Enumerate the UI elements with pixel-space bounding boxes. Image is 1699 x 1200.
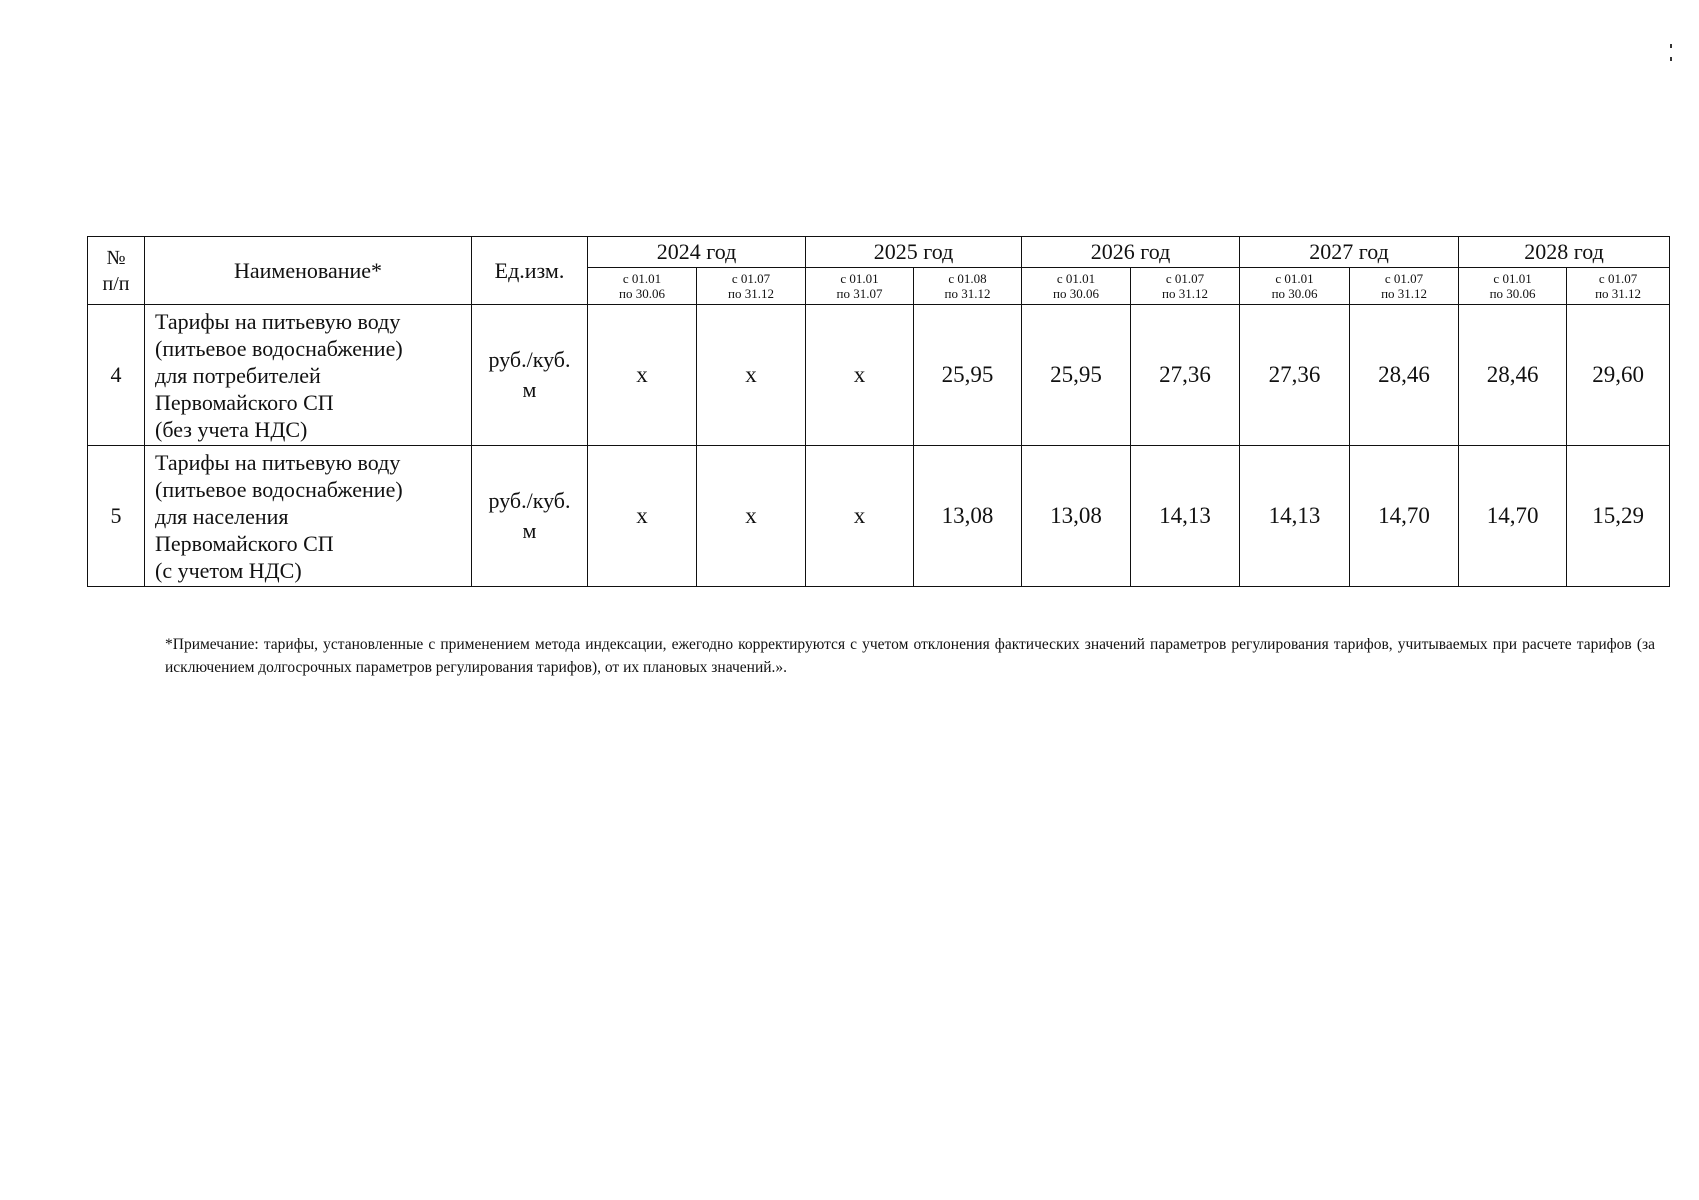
period-to: по 30.06	[619, 286, 665, 301]
header-period	[1240, 268, 1350, 305]
header-period	[806, 268, 914, 305]
header-year-2025: 2025 год	[806, 237, 1022, 268]
period-from: с 01.07	[731, 271, 771, 286]
header-period	[588, 268, 697, 305]
tariff-value: х	[588, 446, 697, 587]
row-number: 5	[88, 446, 145, 587]
header-number-abbr: п/п	[102, 272, 130, 295]
tariff-value: х	[697, 305, 806, 446]
period-to: по 30.06	[1053, 286, 1100, 301]
header-period	[1567, 268, 1670, 305]
tariff-value: 13,08	[914, 446, 1022, 587]
header-year-2027: 2027 год	[1240, 237, 1459, 268]
period-to: по 30.06	[1271, 286, 1318, 301]
tariff-value: 25,95	[914, 305, 1022, 446]
period-from: с 01.07	[1598, 271, 1638, 286]
tariff-value: 27,36	[1131, 305, 1240, 446]
page-edge-mark	[1670, 44, 1674, 70]
period-to: по 31.12	[1162, 286, 1209, 301]
period-from: с 01.01	[840, 271, 879, 286]
row-unit	[472, 305, 588, 446]
header-period	[914, 268, 1022, 305]
period-to: по 31.07	[836, 286, 883, 301]
tariff-value: 14,13	[1131, 446, 1240, 587]
row-name: Тарифы на питьевую воду (питьевое водоснабжение) для потребителей Первомайского СП (без учета НДС)	[145, 305, 472, 446]
header-row-years	[88, 237, 1670, 268]
tariff-value: х	[806, 305, 914, 446]
header-period	[1131, 268, 1240, 305]
period-to: по 31.12	[728, 286, 774, 301]
tariff-value: 27,36	[1240, 305, 1350, 446]
header-unit: Ед.изм.	[472, 237, 588, 305]
period-to: по 31.12	[1595, 286, 1642, 301]
unit-line: руб./куб.	[488, 488, 571, 513]
tariff-value: х	[806, 446, 914, 587]
unit-line: м	[522, 377, 537, 402]
tariff-value: 25,95	[1022, 305, 1131, 446]
unit-line: м	[522, 518, 537, 543]
header-number-cell	[88, 237, 145, 305]
row-name: Тарифы на питьевую воду (питьевое водоснабжение) для населения Первомайского СП (с учетом НДС)	[145, 446, 472, 587]
period-from: с 01.07	[1384, 271, 1424, 286]
period-to: по 31.12	[944, 286, 991, 301]
period-from: с 01.01	[622, 271, 662, 286]
period-from: с 01.01	[1056, 271, 1096, 286]
footnote: *Примечание: тарифы, установленные с применением метода индексации, ежегодно корректируются с учетом отклонения фактических значений параметров регулирования тарифов, учитываемых при расчете тарифов (за исключением долгосрочных параметров регулирования тарифов), от их плановых значений.».	[165, 636, 1655, 676]
period-from: с 01.01	[1275, 271, 1314, 286]
tariff-value: 14,70	[1459, 446, 1567, 587]
header-period	[1350, 268, 1459, 305]
tariff-value: 14,13	[1240, 446, 1350, 587]
header-number-sign: №	[106, 246, 126, 269]
tariff-value: 28,46	[1350, 305, 1459, 446]
tariff-value: х	[588, 305, 697, 446]
tariff-value: 29,60	[1567, 305, 1670, 446]
tariff-value: х	[697, 446, 806, 587]
header-period	[697, 268, 806, 305]
tariff-value: 13,08	[1022, 446, 1131, 587]
header-year-2026: 2026 год	[1022, 237, 1240, 268]
period-to: по 31.12	[1381, 286, 1428, 301]
tariff-table	[87, 236, 1670, 587]
period-from: с 01.07	[1165, 271, 1205, 286]
table-row	[88, 446, 1670, 587]
header-year-2024: 2024 год	[588, 237, 806, 268]
header-period	[1459, 268, 1567, 305]
tariff-value: 15,29	[1567, 446, 1670, 587]
header-name: Наименование*	[145, 237, 472, 305]
unit-line: руб./куб.	[488, 347, 571, 372]
period-to: по 30.06	[1489, 286, 1536, 301]
tariff-value: 28,46	[1459, 305, 1567, 446]
tariff-value: 14,70	[1350, 446, 1459, 587]
header-year-2028: 2028 год	[1459, 237, 1670, 268]
row-unit	[472, 446, 588, 587]
period-from: с 01.01	[1493, 271, 1532, 286]
table-row	[88, 305, 1670, 446]
row-number: 4	[88, 305, 145, 446]
header-period	[1022, 268, 1131, 305]
period-from: с 01.08	[948, 271, 987, 286]
